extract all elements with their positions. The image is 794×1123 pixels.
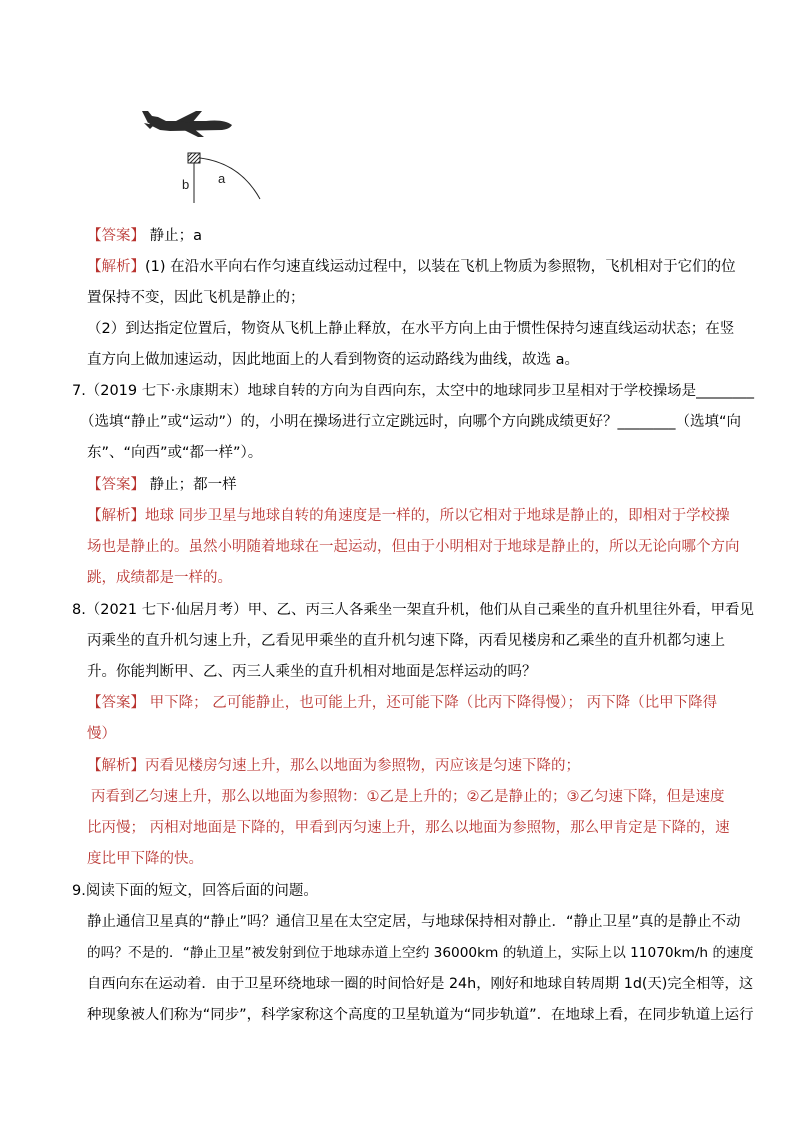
figure-label-b: b bbox=[182, 177, 190, 192]
q8-question-line: 8.（2021 七下·仙居月考）甲、乙、丙三人各乘坐一架直升机，他们从自己乘坐的直升机里往外看，甲看见 bbox=[72, 602, 754, 618]
q8-analysis bbox=[87, 751, 580, 781]
q7-analysis-line: 场也是静止的。虽然小明随着地球在一起运动，但由于小明相对于地球是静止的，所以无论向哪个方向 bbox=[87, 539, 740, 555]
q7-answer bbox=[87, 470, 237, 500]
q6-analysis bbox=[87, 252, 736, 282]
airplane-icon bbox=[142, 111, 232, 137]
q9-question-line: 9.阅读下面的短文，回答后面的问题。 bbox=[72, 883, 318, 899]
q9-passage-line: 种现象被人们称为“同步”，科学家称这个高度的卫星轨道为“同步轨道”．在地球上看，在同步轨道上运行 bbox=[87, 1007, 754, 1023]
supply-crate-icon bbox=[188, 153, 200, 163]
q7-analysis-line: 跳，成绩都是一样的。 bbox=[87, 570, 232, 586]
q8-analysis-line: 丙看到乙匀速上升，那么以地面为参照物：①乙是上升的；②乙是静止的；③乙匀速下降，但是速度 bbox=[91, 789, 725, 805]
q8-analysis-line: 比丙慢； 丙相对地面是下降的，甲看到丙匀速上升，那么以地面为参照物，那么甲肯定是下降的，速 bbox=[87, 820, 730, 836]
analysis-tag: 【解析】 bbox=[87, 259, 145, 275]
analysis-text: 丙看见楼房匀速上升，那么以地面为参照物，丙应该是匀速下降的； bbox=[145, 758, 580, 774]
airplane-drop-figure bbox=[136, 103, 266, 203]
answer-tag: 【答案】 bbox=[87, 695, 145, 711]
q9-passage-line: 自西向东在运动着．由于卫星环绕地球一圈的时间恰好是 24h，刚好和地球自转周期 1d(天)完全相等，这 bbox=[87, 976, 754, 992]
q6-analysis-line: （2）到达指定位置后，物资从飞机上静止释放，在水平方向上由于惯性保持匀速直线运动状态；在竖 bbox=[87, 321, 735, 337]
answer-text: 甲下降； 乙可能静止，也可能上升，还可能下降（比丙下降得慢）； 丙下降（比甲下降得 bbox=[145, 695, 718, 711]
q8-answer-line: 慢） bbox=[87, 726, 116, 742]
q6-analysis-line: 置保持不变，因此飞机是静止的； bbox=[87, 290, 305, 306]
q7-analysis bbox=[87, 501, 730, 531]
analysis-text: 地球 同步卫星与地球自转的角速度是一样的，所以它相对于地球是静止的，即相对于学校操 bbox=[145, 508, 730, 524]
q7-question-line: （选填“静止”或“运动”）的，小明在操场进行立定跳远时，向哪个方向跳成绩更好？________（选填“向 bbox=[80, 414, 742, 430]
analysis-text: (1) 在沿水平向右作匀速直线运动过程中，以装在飞机上物质为参照物，飞机相对于它们的位 bbox=[145, 259, 736, 275]
answer-tag: 【答案】 bbox=[87, 228, 145, 244]
q7-question-line: 东”、“向西”或“都一样”）。 bbox=[87, 445, 263, 461]
q8-analysis-line: 度比甲下降的快。 bbox=[87, 851, 203, 867]
answer-text: 静止；a bbox=[145, 228, 202, 244]
answer-tag: 【答案】 bbox=[87, 477, 145, 493]
analysis-tag: 【解析】 bbox=[87, 758, 145, 774]
q8-question-line: 丙乘坐的直升机匀速上升，乙看见甲乘坐的直升机匀速下降，丙看见楼房和乙乘坐的直升机都匀速上 bbox=[87, 633, 725, 649]
q6-analysis-line: 直方向上做加速运动，因此地面上的人看到物资的运动路线为曲线，故选 a。 bbox=[87, 352, 579, 368]
q8-question-line: 升。你能判断甲、乙、丙三人乘坐的直升机相对地面是怎样运动的吗？ bbox=[87, 664, 537, 680]
curved-path-a bbox=[200, 158, 260, 199]
figure-label-a: a bbox=[218, 171, 226, 186]
q9-passage-line: 的吗？不是的．“静止卫星”被发射到位于地球赤道上空约 36000km 的轨道上，实际上以 11070km/h 的速度 bbox=[87, 945, 754, 961]
answer-text: 静止；都一样 bbox=[145, 477, 237, 493]
q7-question-line: 7.（2019 七下·永康期末）地球自转的方向为自西向东，太空中的地球同步卫星相对于学校操场是________ bbox=[72, 383, 754, 399]
q9-passage-line: 静止通信卫星真的“静止”吗？通信卫星在太空定居，与地球保持相对静止．“静止卫星”真的是静止不动 bbox=[87, 914, 741, 930]
q8-answer bbox=[87, 688, 717, 718]
q6-answer bbox=[87, 221, 202, 251]
analysis-tag: 【解析】 bbox=[87, 508, 145, 524]
